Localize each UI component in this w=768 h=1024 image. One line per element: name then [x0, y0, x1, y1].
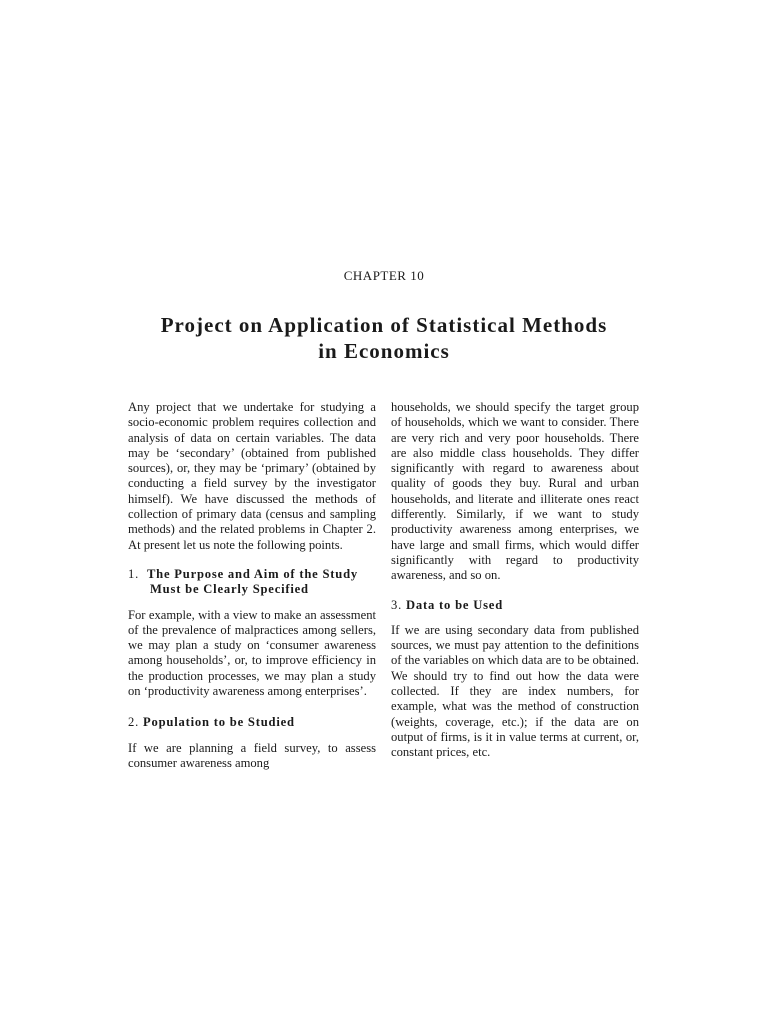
intro-paragraph: Any project that we undertake for studying a socio-economic problem requires collection and analysis of data on certain variables. The data may be ‘secondary’ (obtained from published sources), or, they may be ‘primary’ (obtained by conducting a field survey by the investigator himself). We have discussed the methods of collection of primary data (census and sampling methods) and the related problems in Chapter 2. At present let us note the following points.: [128, 400, 376, 552]
section-3-body: If we are using secondary data from published sources, we must pay attention to the definitions of the variables on which data are to be obtained. We should try to find out how the data were collected. If they are index numbers, for example, what was the method of construction (weights, coverage, etc.); if the data are on output of firms, is it in value terms at current, or, constant prices, etc.: [391, 622, 639, 760]
section-2-body-part2: households, we should specify the target group of households, which we want to consider. There are very rich and very poor households. There are also middle class households. They differ significantly with regard to awareness about quality of goods they buy. Rural and urban households, and literate and illiterate ones react differently. Similarly, if we want to study productivity awareness among enterprises, we have large and small firms, which would differ significantly with regard to productivity awareness, and so on.: [391, 400, 639, 583]
right-column: [391, 400, 639, 761]
section-1-number: 1.: [128, 566, 140, 581]
section-3-number: 3.: [391, 597, 403, 612]
section-1-title: The Purpose and Aim of the Study Must be Clearly Specified: [146, 566, 358, 597]
section-3-heading: [391, 598, 639, 613]
page-title: [100, 312, 668, 364]
left-column: [128, 400, 376, 771]
section-1-heading: [128, 567, 376, 598]
section-1-body: For example, with a view to make an assessment of the prevalence of malpractices among sellers, we may plan a study on ‘consumer awareness among households’, or, to improve efficiency in the production processes, we may plan a study on ‘productivity awareness among enterprises’.: [128, 607, 376, 699]
section-2-number: 2.: [128, 715, 140, 730]
chapter-label: CHAPTER 10: [343, 268, 425, 283]
section-2-body-part1: If we are planning a field survey, to assess consumer awareness among: [128, 740, 376, 770]
title-line-2: in Economics: [318, 339, 450, 363]
title-line-1: Project on Application of Statistical Methods: [160, 313, 608, 337]
section-2-heading: [128, 715, 376, 730]
section-2-title: Population to be Studied: [143, 715, 295, 730]
section-3-title: Data to be Used: [406, 597, 504, 612]
